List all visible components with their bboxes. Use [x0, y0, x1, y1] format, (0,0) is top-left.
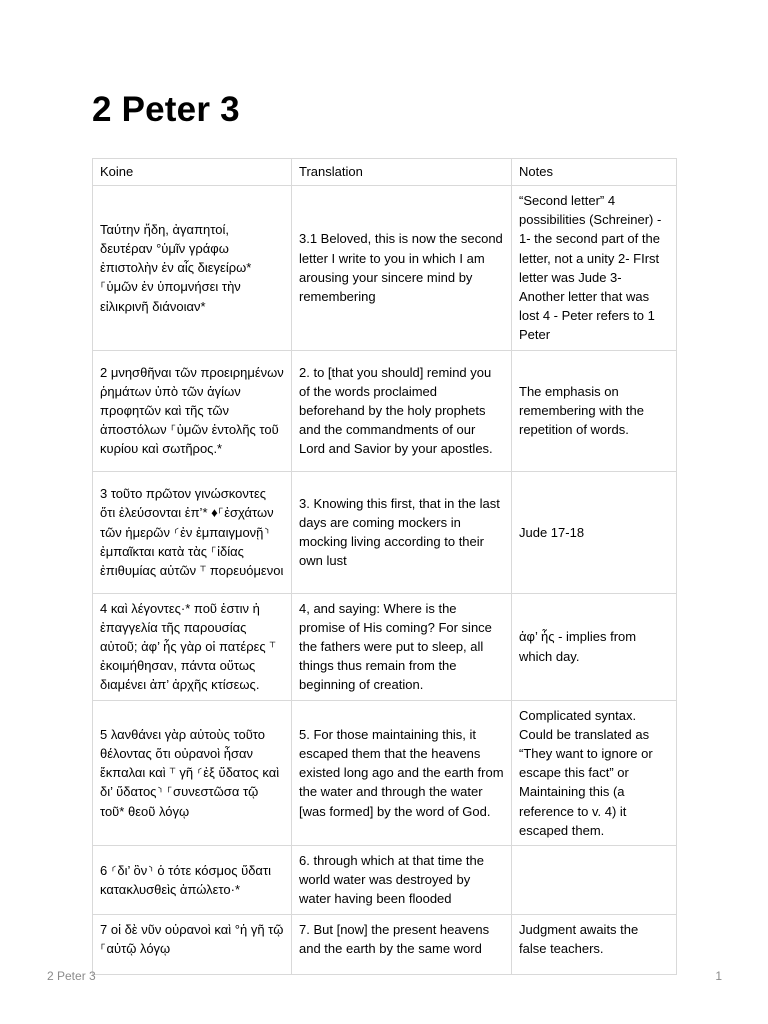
column-header-koine: Koine: [93, 159, 292, 186]
notes-cell: ἀφ’ ἧς - implies from which day.: [512, 593, 677, 700]
translation-cell: 4, and saying: Where is the promise of His coming? For since the fathers were put to sleep, all things thus remain from the beginning of creation.: [292, 593, 512, 700]
koine-cell: 6 ⸂δι’ ὃν⸃ ὁ τότε κόσμος ὕδατι κατακλυσθεὶς ἀπώλετο·*: [93, 846, 292, 915]
translation-cell: 7. But [now] the present heavens and the earth by the same word: [292, 914, 512, 974]
notes-cell: “Second letter” 4 possibilities (Schreiner) - 1- the second part of the letter, not a unity 2- FIrst letter was Jude 3- Another letter that was lost 4 - Peter refers to 1 Peter: [512, 186, 677, 351]
koine-cell: 7 οἱ δὲ νῦν οὐρανοὶ καὶ °ἡ γῆ τῷ ⸀αὐτῷ λόγῳ: [93, 914, 292, 974]
translation-cell: 5. For those maintaining this, it escaped them that the heavens existed long ago and the earth from the water and through the water [was formed] by the word of God.: [292, 700, 512, 845]
table-row: [93, 186, 677, 351]
table-row: [93, 914, 677, 974]
koine-cell: 3 τοῦτο πρῶτον γινώσκοντες ὅτι ἐλεύσονται ἐπ’* ♦⸀ἐσχάτων τῶν ἡμερῶν ⸂ἐν ἐμπαιγμονῇ⸃ ἐμπαῖκται κατὰ τὰς ⸀ἰδίας ἐπιθυμίας αὐτῶν ⸆ πορευόμενοι: [93, 471, 292, 593]
translation-cell: 3.1 Beloved, this is now the second letter I write to you in which I am arousing your sincere mind by remembering: [292, 186, 512, 351]
translation-cell: 3. Knowing this first, that in the last days are coming mockers in mocking living according to their own lust: [292, 471, 512, 593]
table-container: [92, 158, 676, 956]
table-row: [93, 700, 677, 845]
table-row: [93, 846, 677, 915]
translation-cell: 6. through which at that time the world water was destroyed by water having been flooded: [292, 846, 512, 915]
table-row: [93, 350, 677, 471]
notes-cell: Complicated syntax. Could be translated as “They want to ignore or escape this fact” or Maintaining this (a reference to v. 4) it escaped them.: [512, 700, 677, 845]
koine-cell: 4 καὶ λέγοντες·* ποῦ ἐστιν ἡ ἐπαγγελία τῆς παρουσίας αὐτοῦ; ἀφ’ ἧς γὰρ οἱ πατέρες ⸆ ἐκοιμήθησαν, πάντα οὕτως διαμένει ἀπ’ ἀρχῆς κτίσεως.: [93, 593, 292, 700]
notes-cell: The emphasis on remembering with the repetition of words.: [512, 350, 677, 471]
notes-cell: [512, 846, 677, 915]
page-title: 2 Peter 3: [92, 90, 240, 129]
translation-cell: 2. to [that you should] remind you of the words proclaimed beforehand by the holy prophets and the commandments of our Lord and Savior by your apostles.: [292, 350, 512, 471]
column-header-translation: Translation: [292, 159, 512, 186]
koine-cell: 2 μνησθῆναι τῶν προειρημένων ῥημάτων ὑπὸ τῶν ἁγίων προφητῶν καὶ τῆς τῶν ἀποστόλων ⸀ὑμῶν ἐντολῆς τοῦ κυρίου καὶ σωτῆρος.*: [93, 350, 292, 471]
notes-cell: Jude 17-18: [512, 471, 677, 593]
table-row: [93, 593, 677, 700]
koine-cell: Ταύτην ἤδη, ἀγαπητοί, δευτέραν °ὑμῖν γράφω ἐπιστολὴν ἐν αἷς διεγείρω* ⸀ὑμῶν ἐν ὑπομνήσει τὴν εἰλικρινῆ διάνοιαν*: [93, 186, 292, 351]
footer-page-number: 1: [715, 969, 722, 983]
table-row: [93, 471, 677, 593]
notes-table: [92, 158, 677, 975]
column-header-notes: Notes: [512, 159, 677, 186]
footer-document-name: 2 Peter 3: [47, 969, 96, 983]
notes-cell: Judgment awaits the false teachers.: [512, 914, 677, 974]
koine-cell: 5 λανθάνει γὰρ αὐτοὺς τοῦτο θέλοντας ὅτι οὐρανοὶ ἦσαν ἔκπαλαι καὶ ⸆ γῆ ⸂ἐξ ὕδατος καὶ δι’ ὕδατος⸃ ⸀συνεστῶσα τῷ τοῦ* θεοῦ λόγῳ: [93, 700, 292, 845]
table-header-row: [93, 159, 677, 186]
